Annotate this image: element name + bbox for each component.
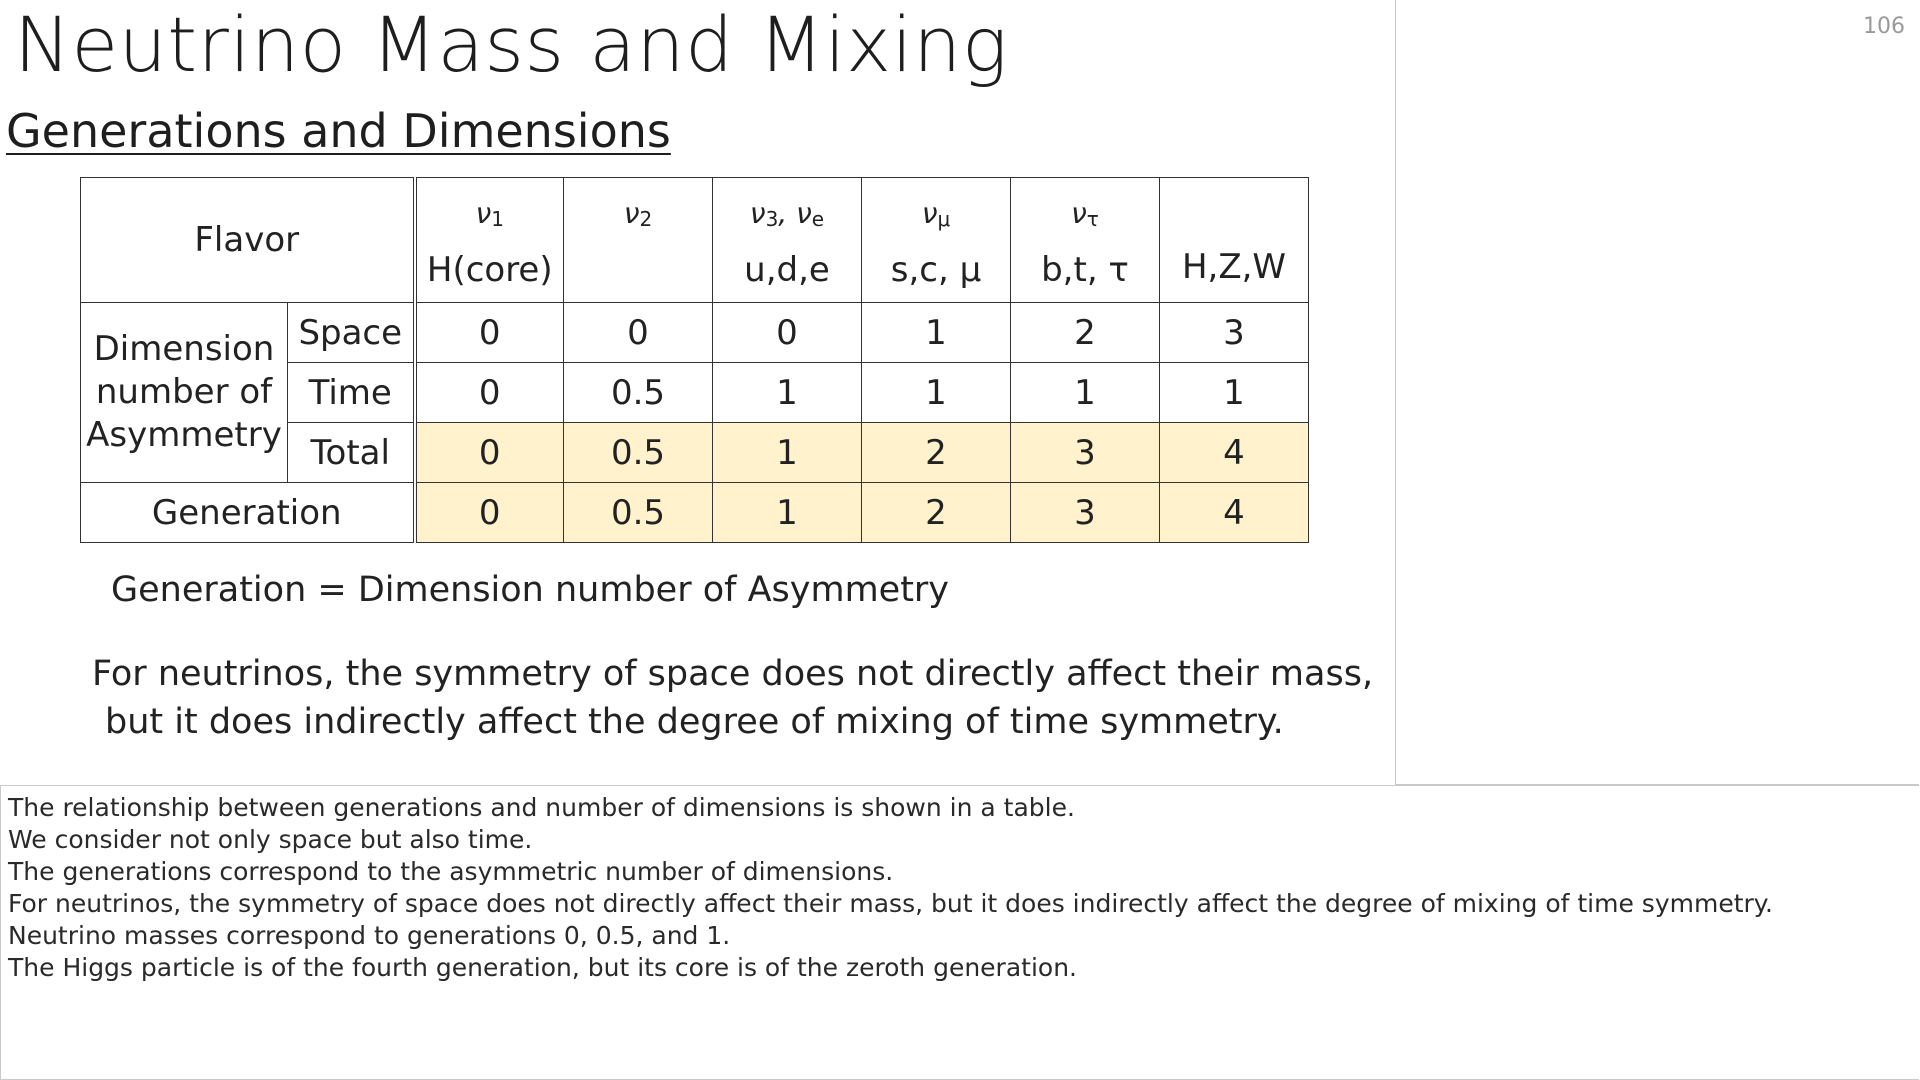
table-cell-highlighted: 3 <box>1011 423 1160 483</box>
dimension-label-line: Asymmetry <box>86 415 282 455</box>
dimension-label-line: Dimension <box>93 329 275 369</box>
table-cell: 0.5 <box>564 363 713 423</box>
table-cell-highlighted: 3 <box>1011 483 1160 543</box>
column-members: H,Z,W <box>1181 247 1287 287</box>
table-cell: 0 <box>415 303 564 363</box>
column-header <box>713 178 862 303</box>
row-label: Generation <box>81 483 415 543</box>
notes-line: Neutrino masses correspond to generations 0, 0.5, and 1. <box>8 921 731 950</box>
table-cell: 2 <box>1011 303 1160 363</box>
column-header <box>415 178 564 303</box>
column-header <box>1160 178 1309 303</box>
dimension-label-cell <box>81 303 288 483</box>
slide-subtitle: Generations and Dimensions <box>6 104 671 158</box>
table-cell: 1 <box>1160 363 1309 423</box>
table-cell-highlighted: 1 <box>713 483 862 543</box>
slide-title: Neutrino Mass and Mixing <box>14 0 1008 89</box>
table-cell-highlighted: 0.5 <box>564 423 713 483</box>
table-header-row <box>81 178 1309 303</box>
table-cell: 1 <box>1011 363 1160 423</box>
column-members: H(core) <box>426 249 553 290</box>
generations-dimensions-table <box>80 177 1309 543</box>
table-cell: 3 <box>1160 303 1309 363</box>
table-cell-highlighted: 4 <box>1160 483 1309 543</box>
body-paragraph <box>92 650 1373 746</box>
column-header <box>564 178 713 303</box>
right-side-pane <box>1395 0 1919 785</box>
notes-line: The relationship between generations and number of dimensions is shown in a table. <box>8 793 1075 822</box>
column-members <box>564 250 712 290</box>
notes-line: For neutrinos, the symmetry of space does not directly affect their mass, but it does indirectly affect the degree of mixing of time symmetry. <box>8 889 1773 918</box>
table-cell: 0 <box>415 363 564 423</box>
row-label: Total <box>288 423 415 483</box>
paragraph-line: but it does indirectly affect the degree of mixing of time symmetry. <box>105 702 1284 742</box>
table-cell-highlighted: 0 <box>415 483 564 543</box>
particle-symbol: $\nu_3$, $\nu_e$ <box>749 196 825 231</box>
table-cell-highlighted: 1 <box>713 423 862 483</box>
row-label: Time <box>288 363 415 423</box>
page-number: 106 <box>1863 14 1905 39</box>
flavor-label: Flavor <box>194 220 300 260</box>
particle-symbol: $\nu_\tau$ <box>1071 196 1099 231</box>
notes-line: The generations correspond to the asymmetric number of dimensions. <box>8 857 894 886</box>
table-cell-highlighted: 0.5 <box>564 483 713 543</box>
row-label: Space <box>288 303 415 363</box>
column-header <box>1011 178 1160 303</box>
table-cell: 0 <box>564 303 713 363</box>
particle-symbol <box>1160 201 1308 231</box>
table-row <box>81 303 1309 363</box>
table-cell: 1 <box>862 363 1011 423</box>
table-cell: 1 <box>862 303 1011 363</box>
equation-text: Generation = Dimension number of Asymmetry <box>111 570 950 610</box>
table-cell-highlighted: 0 <box>415 423 564 483</box>
column-members: s,c, μ <box>890 249 982 290</box>
particle-symbol: $\nu_\mu$ <box>921 196 951 231</box>
column-members: u,d,e <box>744 249 830 290</box>
speaker-notes-pane[interactable] <box>0 785 1919 1080</box>
notes-line: The Higgs particle is of the fourth generation, but its core is of the zeroth generation. <box>8 953 1077 982</box>
table-cell-highlighted: 2 <box>862 423 1011 483</box>
column-header <box>862 178 1011 303</box>
paragraph-line: For neutrinos, the symmetry of space does not directly affect their mass, <box>92 654 1374 694</box>
particle-symbol: $\nu_1$ <box>475 196 504 231</box>
notes-line: We consider not only space but also time. <box>8 825 533 854</box>
table-cell: 1 <box>713 363 862 423</box>
dimension-label-line: number of <box>95 372 273 412</box>
table-cell-highlighted: 4 <box>1160 423 1309 483</box>
table-cell-highlighted: 2 <box>862 483 1011 543</box>
generation-row <box>81 483 1309 543</box>
column-members: b,t, τ <box>1041 249 1129 290</box>
flavor-header-cell <box>81 178 415 303</box>
particle-symbol: $\nu_2$ <box>623 196 653 231</box>
table-cell: 0 <box>713 303 862 363</box>
